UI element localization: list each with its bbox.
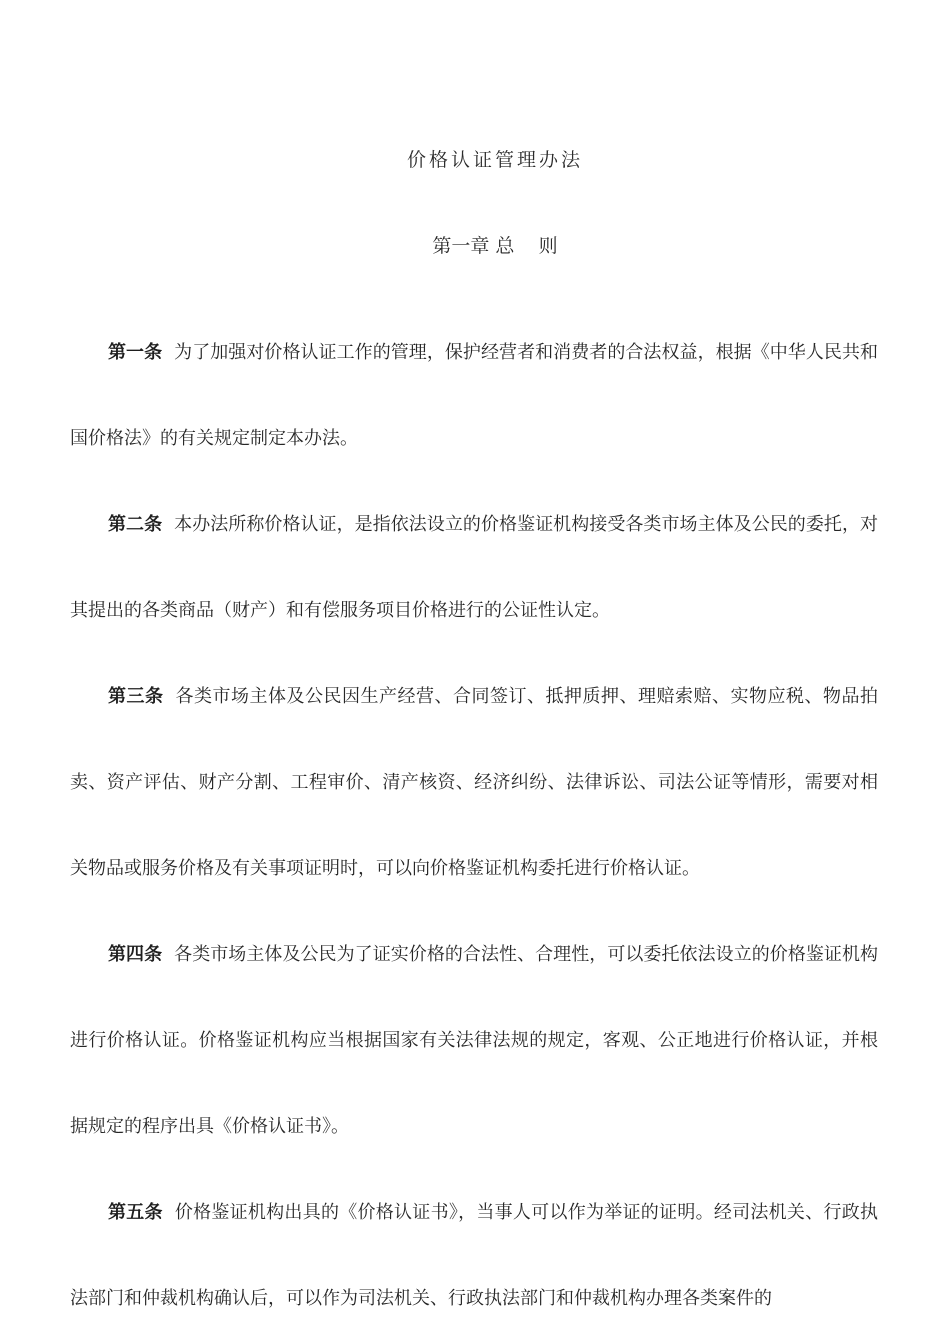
article-list bbox=[70, 310, 878, 1342]
article-text: 价格鉴证机构出具的《价格认证书》，当事人可以作为举证的证明。经司法机关、行政执法部门和仲裁机构确认后，可以作为司法机关、行政执法部门和仲裁机构办理各类案件的 bbox=[70, 1202, 879, 1309]
article-label: 第一条 bbox=[108, 342, 163, 363]
document-title: 价格认证管理办法 bbox=[406, 149, 583, 171]
article-text: 为了加强对价格认证工作的管理，保护经营者和消费者的合法权益，根据《中华人民共和国价格法》的有关规定制定本办法。 bbox=[70, 342, 879, 449]
article-text: 本办法所称价格认证，是指依法设立的价格鉴证机构接受各类市场主体及公民的委托，对其提出的各类商品（财产）和有偿服务项目价格进行的公证性认定。 bbox=[70, 514, 879, 621]
article-label: 第四条 bbox=[108, 944, 163, 965]
article-5 bbox=[70, 1170, 878, 1342]
article-4 bbox=[70, 912, 878, 1170]
article-2 bbox=[70, 482, 878, 654]
article-label: 第三条 bbox=[108, 686, 164, 707]
article-1 bbox=[70, 310, 878, 482]
article-label: 第五条 bbox=[108, 1202, 163, 1223]
article-label: 第二条 bbox=[108, 514, 163, 535]
chapter-heading: 第一章 总 则 bbox=[432, 235, 558, 257]
article-3 bbox=[70, 654, 878, 912]
article-text: 各类市场主体及公民为了证实价格的合法性、合理性，可以委托依法设立的价格鉴证机构进行价格认证。价格鉴证机构应当根据国家有关法律法规的规定，客观、公正地进行价格认证，并根据规定的程序出具《价格认证书》。 bbox=[70, 944, 879, 1137]
article-text: 各类市场主体及公民因生产经营、合同签订、抵押质押、理赔索赔、实物应税、物品拍卖、资产评估、财产分割、工程审价、清产核资、经济纠纷、法律诉讼、司法公证等情形，需要对相关物品或服务价格及有关事项证明时，可以向价格鉴证机构委托进行价格认证。 bbox=[70, 686, 878, 879]
